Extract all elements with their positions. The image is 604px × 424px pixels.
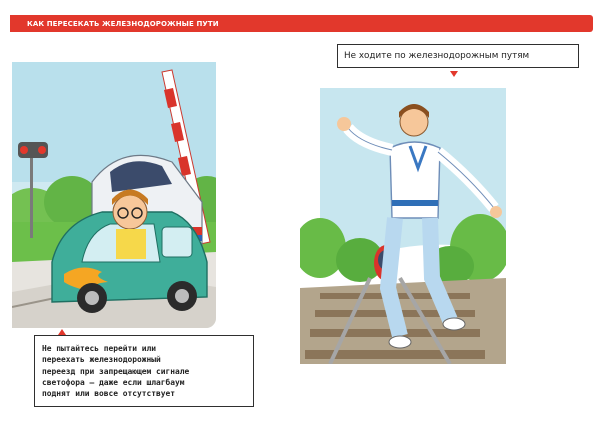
caption-line: Не пытайтесь перейти или xyxy=(42,344,157,353)
caption-line: светофора – даже если шлагбаум xyxy=(42,377,185,387)
illustration-car-at-crossing xyxy=(12,62,216,328)
caption-line: поднят или вовсе отсутствует xyxy=(42,389,176,399)
caption-dont-walk-on-tracks: Не ходите по железнодорожным путям xyxy=(337,44,579,68)
caption-pointer-right xyxy=(450,71,458,77)
page-title: КАК ПЕРЕСЕКАТЬ ЖЕЛЕЗНОДОРОЖНЫЕ ПУТИ xyxy=(27,20,219,28)
illustration-walking-on-tracks xyxy=(300,88,506,364)
caption-line: переезд при запрещающем сигнале xyxy=(42,366,190,376)
caption-dont-cross-on-red xyxy=(34,335,254,407)
caption-line: переехать железнодорожный xyxy=(42,355,161,365)
